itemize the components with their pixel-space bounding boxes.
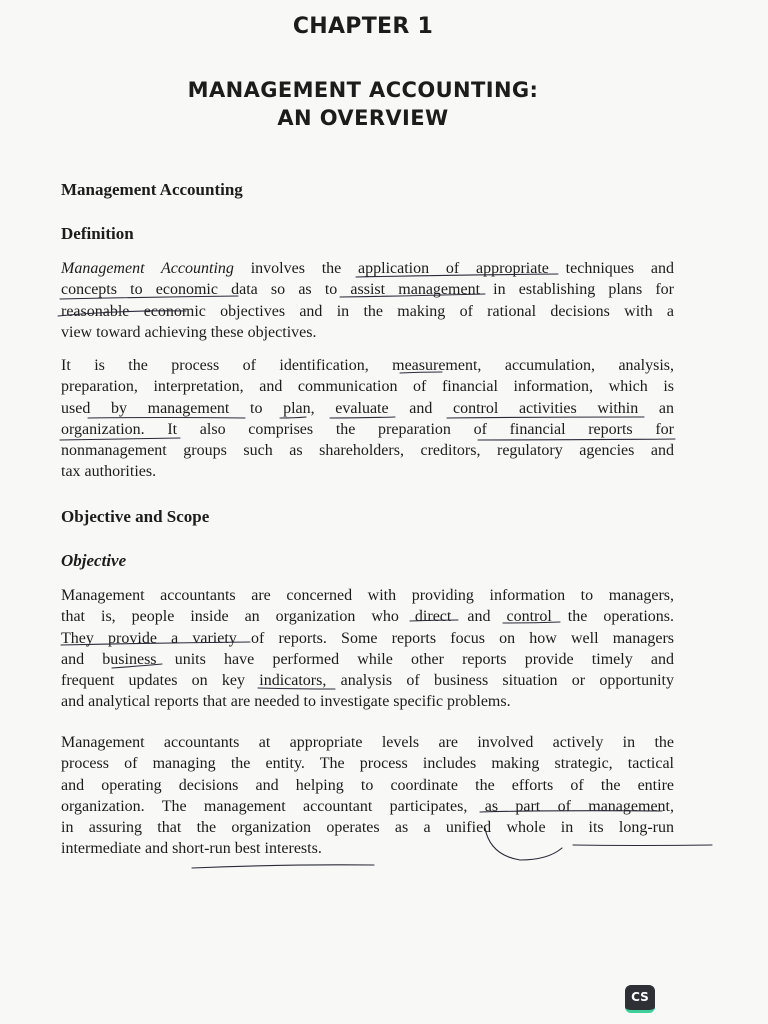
chapter-title-line: MANAGEMENT ACCOUNTING:: [187, 78, 539, 102]
text-line: nonmanagement groups such as shareholders, creditors, regulatory agencies and: [61, 442, 674, 460]
text-line: It is the process of identification, measurement, accumulation, analysis,: [61, 357, 674, 374]
paragraph-definition: [61, 258, 674, 343]
text-line: and business units have performed while other reports provide timely and: [61, 650, 674, 668]
text-line: Management accountants at appropriate levels are involved actively in the: [61, 734, 674, 751]
text-line: frequent updates on key indicators, analysis of business situation or opportunity: [61, 672, 674, 690]
text-line: concepts to economic data so as to assist management in establishing plans for: [61, 281, 674, 299]
text-line: intermediate and short-run best interests.: [61, 840, 322, 858]
text-line: and operating decisions and helping to coordinate the efforts of the entire: [61, 776, 674, 794]
objective-heading: Objective: [61, 551, 127, 570]
text-line: tax authorities.: [61, 463, 157, 481]
text-line: [61, 258, 674, 279]
chapter-label: CHAPTER 1: [292, 14, 434, 39]
text-line: in assuring that the organization operates as a unified whole in its long-run: [61, 819, 674, 837]
text-line: that is, people inside an organization who direct and control the operations.: [61, 608, 674, 626]
text-line: preparation, interpretation, and communication of financial information, which is: [61, 378, 674, 396]
text-line: reasonable economic objectives and in the making of rational decisions with a: [61, 302, 674, 320]
camscanner-logo: CS: [625, 985, 655, 1013]
text-line: They provide a variety of reports. Some reports focus on how well managers: [61, 629, 674, 647]
text-line: organization. It also comprises the preparation of financial reports for: [61, 420, 674, 438]
text-line: Management accountants are concerned with providing information to managers,: [61, 587, 674, 604]
definition-heading: Definition: [61, 224, 134, 243]
paragraph-process: [61, 355, 674, 483]
section-heading: Management Accounting: [61, 180, 243, 199]
chapter-title-line: AN OVERVIEW: [277, 106, 449, 130]
text-line: used by management to plan, evaluate and control activities within an: [61, 399, 674, 417]
text-line: process of managing the entity. The process includes making strategic, tactical: [61, 755, 674, 773]
text-line: organization. The management accountant participates, as part of management,: [61, 797, 674, 815]
emphasis-term: Management Accounting: [61, 260, 234, 277]
paragraph-scope: [61, 732, 674, 860]
paragraph-objective: [61, 585, 674, 713]
text-line: and analytical reports that are needed to investigate specific problems.: [61, 693, 511, 711]
text-line: view toward achieving these objectives.: [61, 323, 317, 341]
chapter-title: [0, 76, 726, 132]
objective-scope-heading: Objective and Scope: [61, 507, 210, 526]
text-line-rest: involves the application of appropriate techniques and: [233, 260, 674, 277]
pen-underline: [192, 865, 374, 868]
